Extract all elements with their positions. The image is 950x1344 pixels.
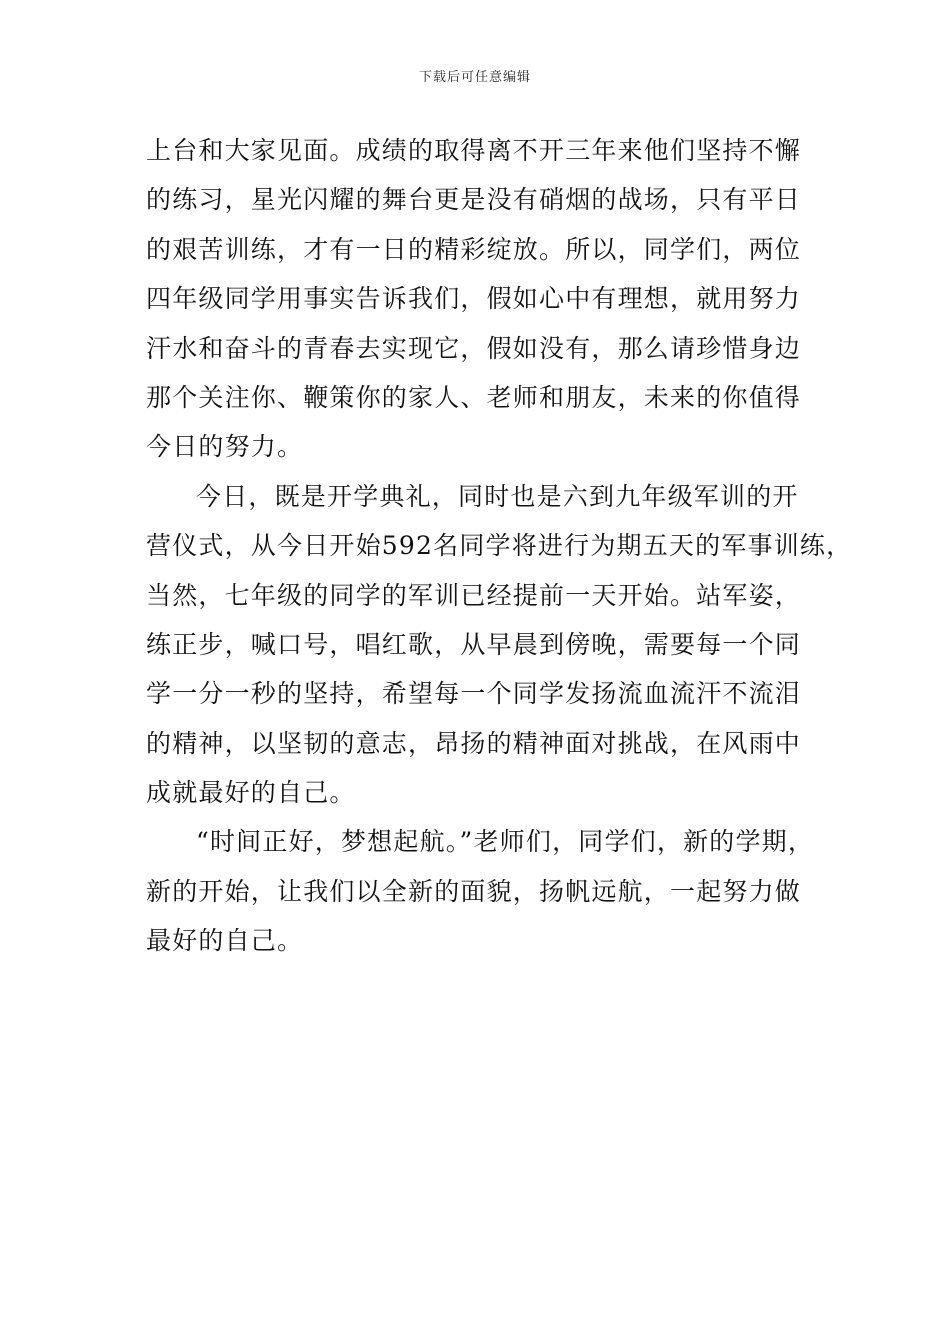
- paragraph-2: [146, 472, 853, 818]
- text-line: 新的开始，让我们以全新的面貌，扬帆远航，一起努力做: [146, 876, 802, 906]
- text-line: 汗水和奋斗的青春去实现它，假如没有，那么请珍惜身边: [146, 333, 802, 363]
- paragraph-3: [146, 817, 836, 965]
- text-line: 四年级同学用事实告诉我们，假如心中有理想，就用努力: [146, 284, 802, 314]
- text-line: 的练习，星光闪耀的舞台更是没有硝烟的战场，只有平日: [146, 185, 802, 215]
- text-line: 今日，既是开学典礼，同时也是六到九年级军训的开: [196, 481, 799, 511]
- text-line: 的精神，以坚韧的意志，昂扬的精神面对挑战，在风雨中: [146, 728, 802, 758]
- text-line: 的艰苦训练，才有一日的精彩绽放。所以，同学们，两位: [146, 234, 802, 264]
- text-line: 最好的自己。: [146, 926, 304, 956]
- text-line: 练正步，喊口号，唱红歌，从早晨到傍晚，需要每一个同: [146, 629, 802, 659]
- text-line: 那个关注你、鞭策你的家人、老师和朋友，未来的你值得: [146, 382, 802, 412]
- text-line: “时间正好，梦想起航。”老师们，同学们，新的学期，: [196, 827, 815, 857]
- text-line: 当然，七年级的同学的军训已经提前一天开始。站军姿，: [146, 580, 802, 610]
- document-body: [146, 126, 853, 966]
- page-header: 下载后可任意编辑: [418, 70, 531, 85]
- text-line: 学一分一秒的坚持，希望每一个同学发扬流血流汗不流泪: [146, 679, 802, 709]
- text-line: 成就最好的自己。: [146, 778, 356, 808]
- paragraph-1: [146, 126, 836, 472]
- text-line: 上台和大家见面。成绩的取得离不开三年来他们坚持不懈: [146, 136, 802, 165]
- text-line: 今日的努力。: [146, 432, 304, 462]
- text-line: 营仪式，从今日开始592名同学将进行为期五天的军事训练，: [146, 531, 853, 561]
